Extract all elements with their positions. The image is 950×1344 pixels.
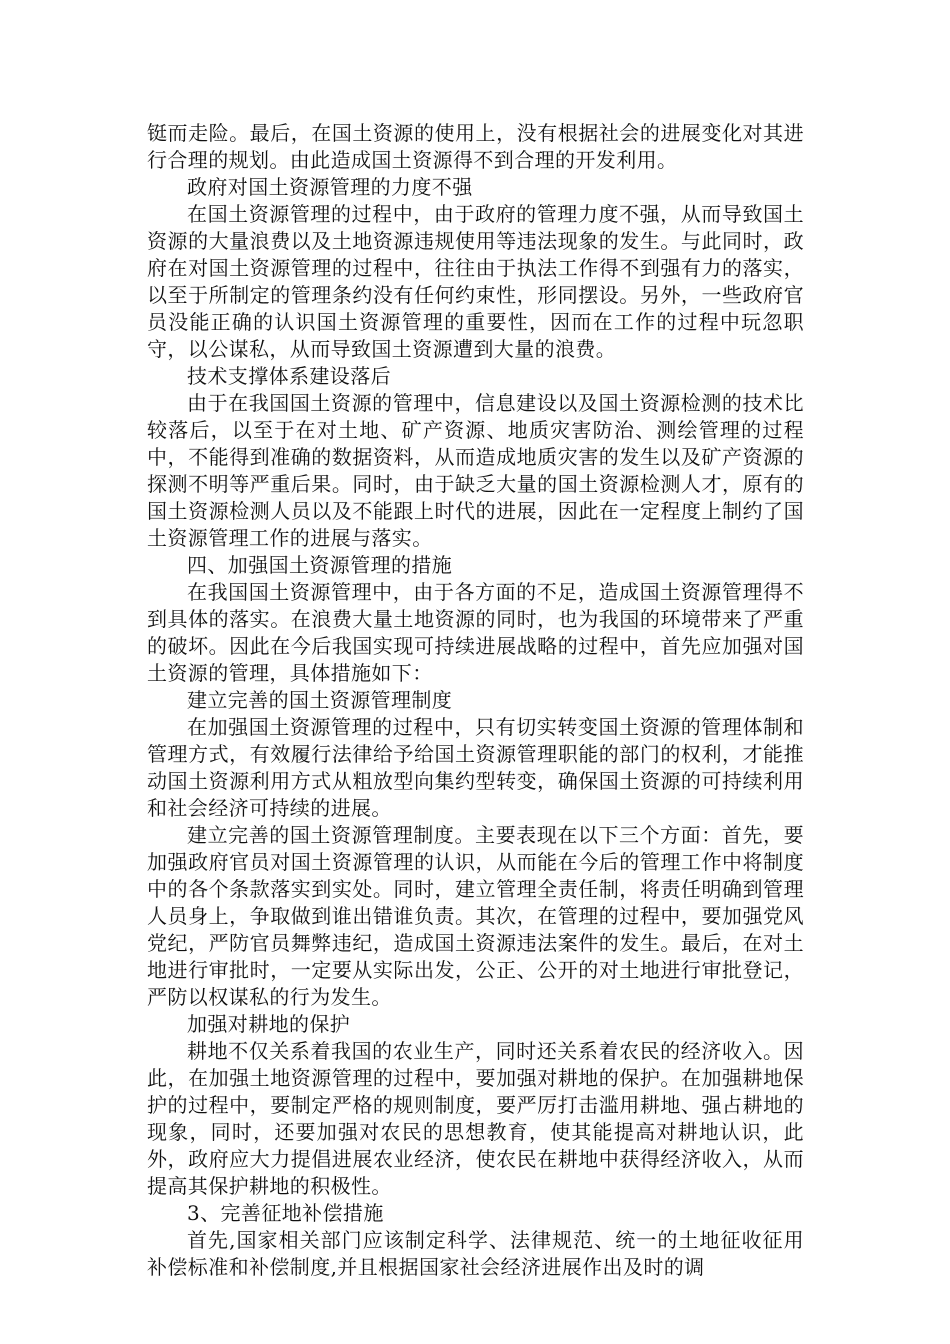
paragraph-continuation: 铤而走险。最后，在国土资源的使用上，没有根据社会的进展变化对其进行合理的规划。由此造成国土资源得不到合理的开发利用。: [147, 121, 804, 172]
body-paragraph: 建立完善的国土资源管理制度。主要表现在以下三个方面：首先，要加强政府官员对国土资源管理的认识，从而能在今后的管理工作中将制度中的各个条款落实到实处。同时，建立管理全责任制，将责任明确到管理人员身上，争取做到谁出错谁负责。其次，在管理的过程中，要加强党风党纪，严防官员舞弊违纪，造成国土资源违法案件的发生。最后，在对土地进行审批时，一定要从实际出发，公正、公开的对土地进行审批登记，严防以权谋私的行为发生。: [147, 823, 804, 1009]
section-heading: 3、完善征地补偿措施: [187, 1201, 384, 1225]
section-heading: 四、加强国土资源管理的措施: [187, 553, 453, 577]
section-heading: 加强对耕地的保护: [187, 1012, 351, 1036]
body-paragraph: 由于在我国国土资源的管理中，信息建设以及国土资源检测的技术比较落后，以至于在对土地、矿产资源、地质灾害防治、测绘管理的过程中，不能得到准确的数据资料，从而造成地质灾害的发生以及矿产资源的探测不明等严重后果。同时，由于缺乏大量的国土资源检测人才，原有的国土资源检测人员以及不能跟上时代的进展，因此在一定程度上制约了国土资源管理工作的进展与落实。: [147, 391, 804, 550]
section-heading: 政府对国土资源管理的力度不强: [187, 175, 473, 199]
body-paragraph: 在我国国土资源管理中，由于各方面的不足，造成国土资源管理得不到具体的落实。在浪费大量土地资源的同时，也为我国的环境带来了严重的破坏。因此在今后我国实现可持续进展战略的过程中，首先应加强对国土资源的管理，具体措施如下：: [147, 580, 804, 685]
section-heading: 技术支撑体系建设落后: [187, 364, 391, 388]
document-page: [147, 120, 804, 1281]
body-paragraph: 首先,国家相关部门应该制定科学、法律规范、统一的土地征收征用补偿标准和补偿制度,并且根据国家社会经济进展作出及时的调: [147, 1228, 804, 1279]
body-paragraph: 在加强国土资源管理的过程中，只有切实转变国土资源的管理体制和管理方式，有效履行法律给予给国土资源管理职能的部门的权利，才能推动国土资源利用方式从粗放型向集约型转变，确保国土资源的可持续利用和社会经济可持续的进展。: [147, 715, 804, 820]
body-paragraph: 在国土资源管理的过程中，由于政府的管理力度不强，从而导致国土资源的大量浪费以及土地资源违规使用等违法现象的发生。与此同时，政府在对国土资源管理的过程中，往往由于执法工作得不到强有力的落实，以至于所制定的管理条约没有任何约束性，形同摆设。另外，一些政府官员没能正确的认识国土资源管理的重要性，因而在工作的过程中玩忽职守，以公谋私，从而导致国土资源遭到大量的浪费。: [147, 202, 804, 361]
section-heading: 建立完善的国土资源管理制度: [187, 688, 453, 712]
body-paragraph: 耕地不仅关系着我国的农业生产，同时还关系着农民的经济收入。因此，在加强土地资源管理的过程中，要加强对耕地的保护。在加强耕地保护的过程中，要制定严格的规则制度，要严厉打击滥用耕地、强占耕地的现象，同时，还要加强对农民的思想教育，使其能提高对耕地认识，此外，政府应大力提倡进展农业经济，使农民在耕地中获得经济收入，从而提高其保护耕地的积极性。: [147, 1039, 804, 1198]
